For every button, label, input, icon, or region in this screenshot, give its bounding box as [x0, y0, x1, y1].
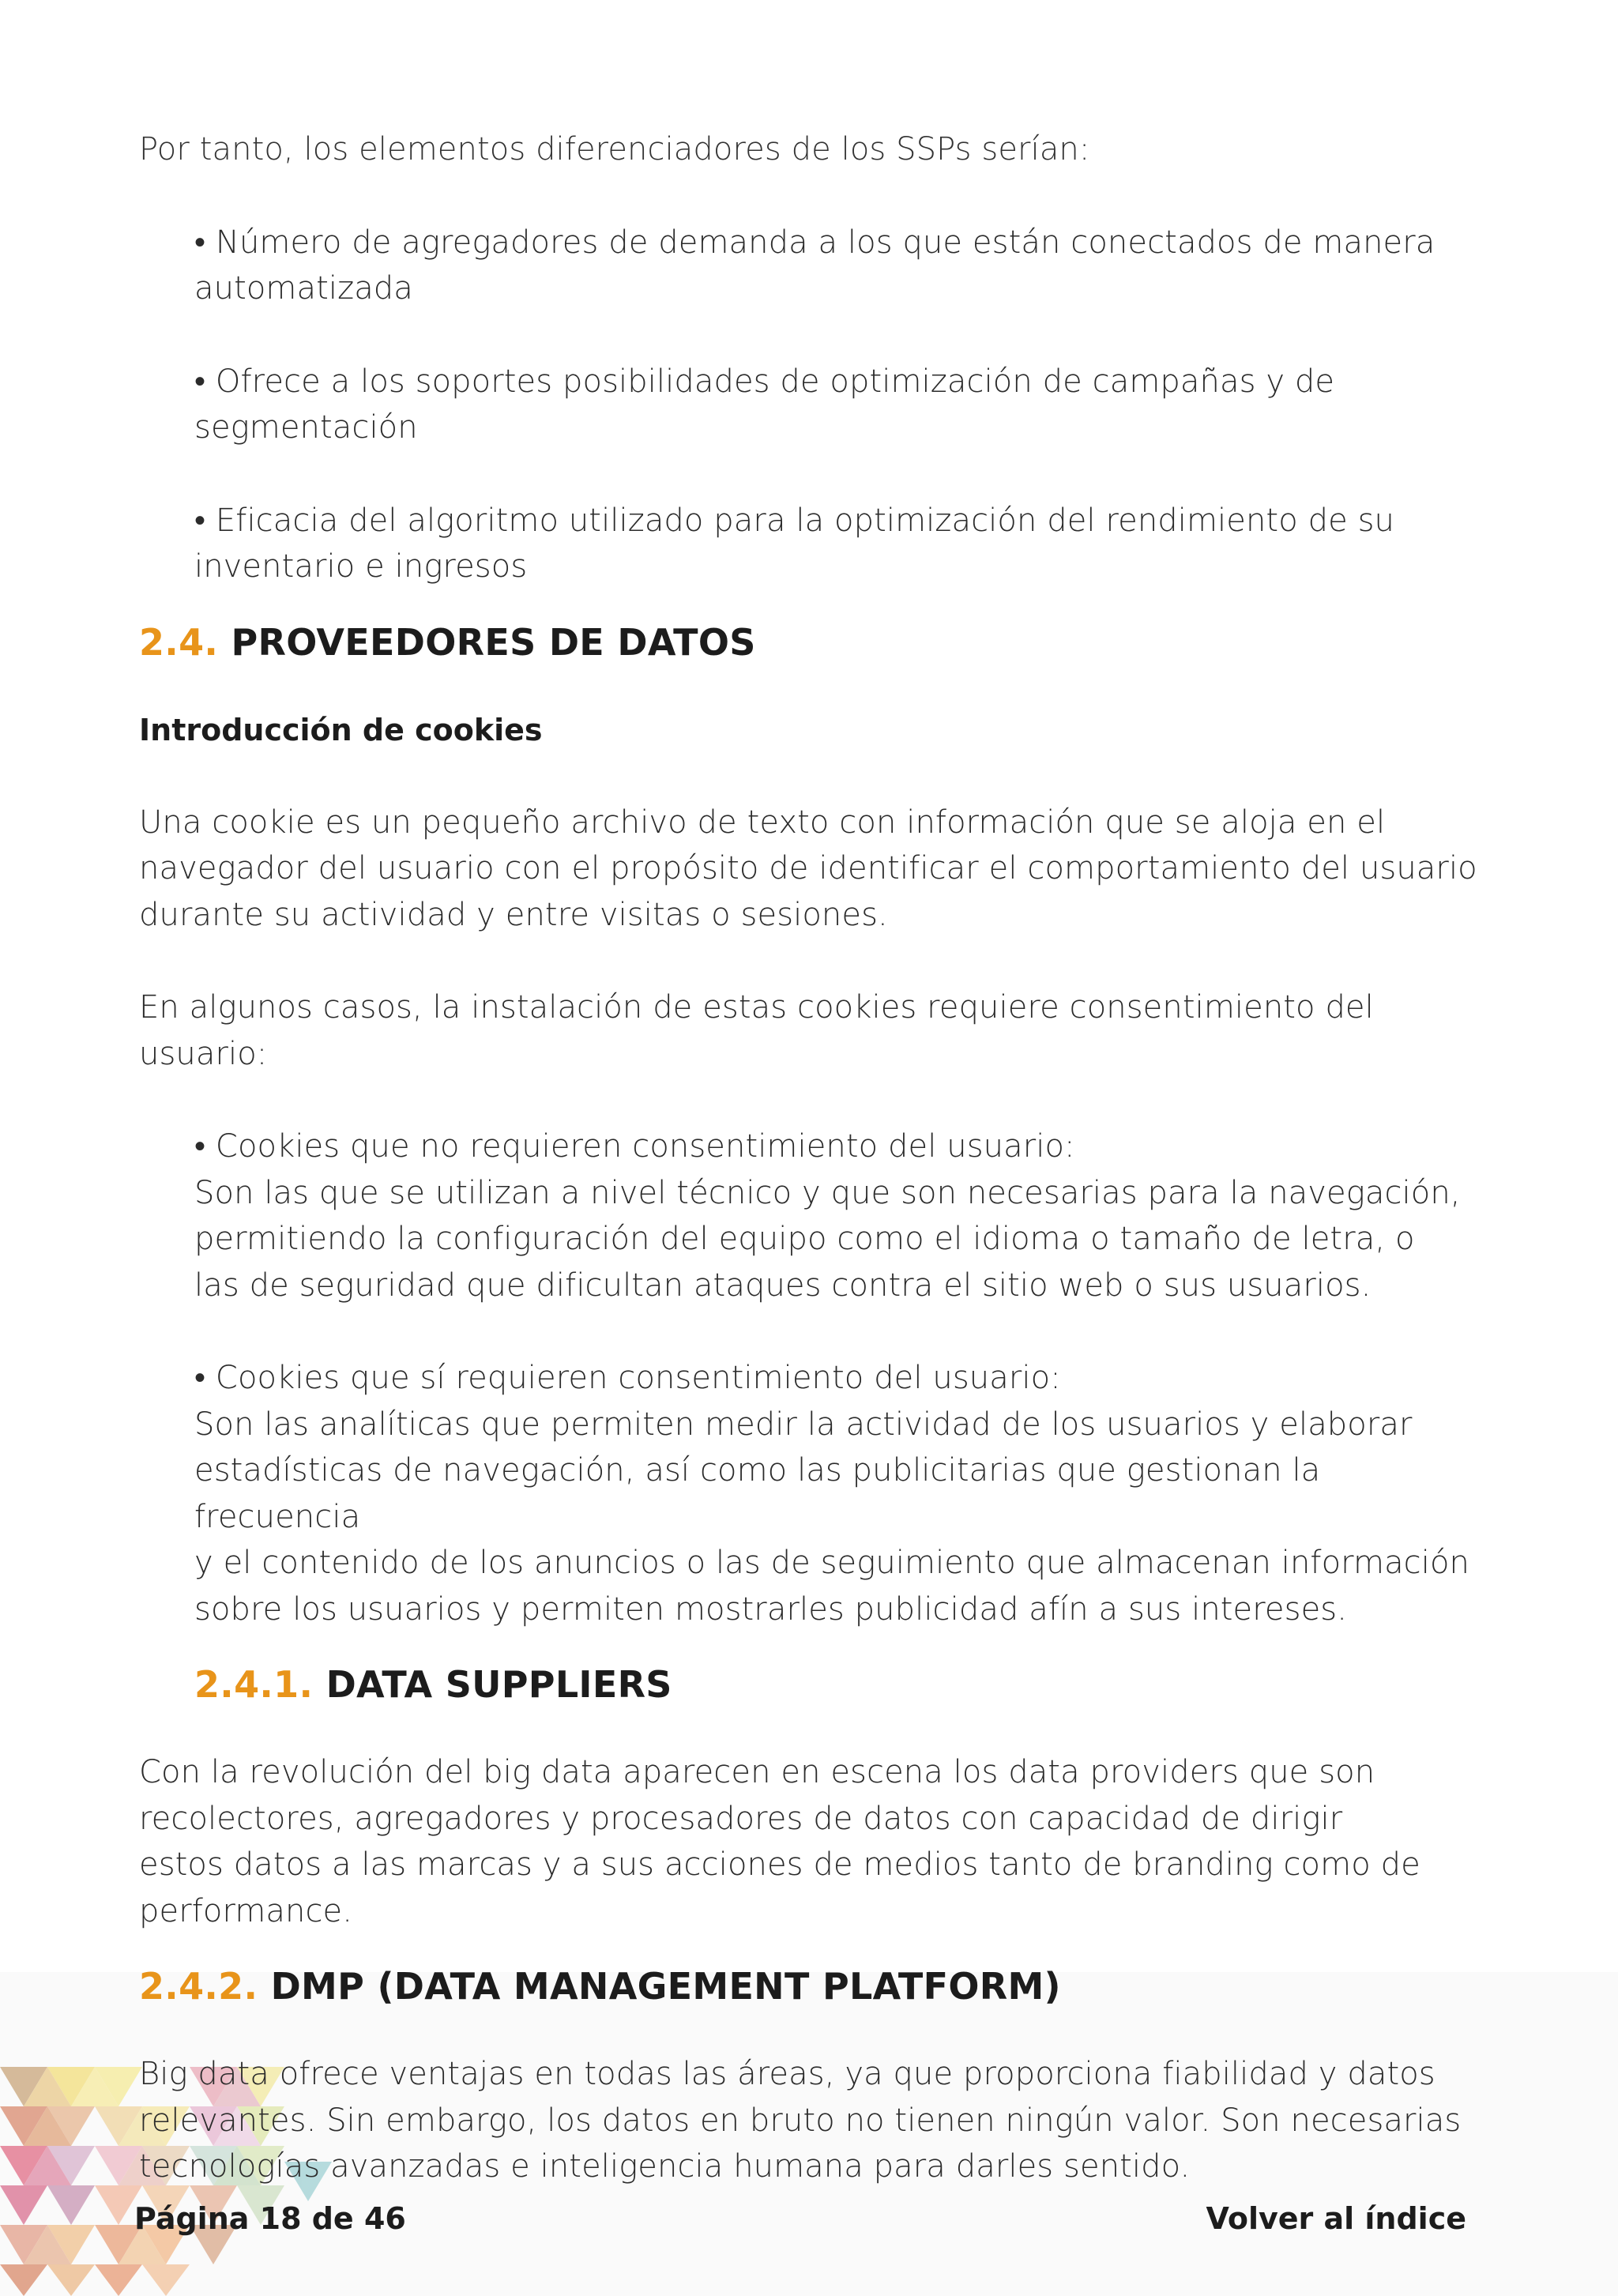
subheading-cookies: Introducción de cookies [139, 712, 543, 747]
text-line: relevantes. Sin embargo, los datos en bruto no tienen ningún valor. Son necesarias [139, 2102, 1462, 2139]
section-title: PROVEEDORES DE DATOS [231, 620, 756, 664]
text-line: Con la revolución del big data aparecen en escena los data providers que son [139, 1754, 1375, 1790]
section-number: 2.4. [139, 620, 219, 664]
section-number: 2.4.2. [139, 1965, 258, 2008]
list-item: • Ofrece a los soportes posibilidades de optimización de campañas y de [194, 363, 1335, 400]
text-line: Son las que se utilizan a nivel técnico y que son necesarias para la navegación, [194, 1174, 1461, 1211]
list-item-continuation: automatizada [194, 270, 413, 307]
cookie-bullet-consent [194, 1355, 1482, 1632]
text-line: durante su actividad y entre visitas o sesiones. [139, 896, 888, 933]
section-heading-2-4-2 [139, 1963, 1482, 2010]
section-heading-2-4-1 [194, 1661, 1482, 1708]
list-item-continuation: segmentación [194, 409, 418, 446]
text-line: Son las analíticas que permiten medir la actividad de los usuarios y elaborar [194, 1406, 1413, 1443]
text-line: sobre los usuarios y permiten mostrarles publicidad afín a sus intereses. [194, 1590, 1348, 1628]
page-number: Página 18 de 46 [134, 2201, 406, 2236]
consent-paragraph: En algunos casos, la instalación de estas cookies requiere consentimiento del usuario: [139, 989, 1374, 1072]
list-item: • Eficacia del algoritmo utilizado para la optimización del rendimiento de su [194, 502, 1394, 539]
list-item: • Número de agregadores de demanda a los que están conectados de manera [194, 224, 1436, 261]
list-item: • Cookies que sí requieren consentimiento del usuario: [194, 1360, 1061, 1396]
text-line: navegador del usuario con el propósito de identificar el comportamiento del usuario [139, 850, 1477, 886]
text-line: tecnologías avanzadas e inteligencia humana para darles sentido. [139, 2148, 1191, 2185]
data-suppliers-paragraph [139, 1749, 1482, 1934]
text-line: performance. [139, 1892, 353, 1929]
dmp-paragraph [139, 2051, 1482, 2190]
list-item-continuation: inventario e ingresos [194, 548, 528, 585]
text-line: Una cookie es un pequeño archivo de texto con información que se aloja en el [139, 804, 1386, 841]
section-title: DMP (DATA MANAGEMENT PLATFORM) [270, 1965, 1061, 2008]
cookie-bullet-no-consent [194, 1124, 1482, 1308]
text-line: las de seguridad que dificultan ataques contra el sitio web o sus usuarios. [194, 1267, 1372, 1304]
text-line: Big data ofrece ventajas en todas las áreas, ya que proporciona fiabilidad y datos [139, 2056, 1436, 2092]
intro-paragraph: Por tanto, los elementos diferenciadores de los SSPs serían: [139, 131, 1090, 167]
back-to-index-link[interactable]: Volver al índice [1206, 2201, 1466, 2236]
section-number: 2.4.1. [194, 1663, 314, 1706]
text-line: permitiendo la configuración del equipo como el idioma o tamaño de letra, o [194, 1221, 1415, 1257]
cookie-definition-paragraph [139, 800, 1482, 939]
main-content [139, 126, 1482, 2190]
section-heading-2-4 [139, 619, 1482, 666]
list-item: • Cookies que no requieren consentimiento del usuario: [194, 1128, 1075, 1165]
text-line: y el contenido de los anuncios o las de seguimiento que almacenan información [194, 1545, 1470, 1581]
section-title: DATA SUPPLIERS [325, 1663, 672, 1706]
ssp-bullet-list [194, 220, 1482, 590]
text-line: recolectores, agregadores y procesadores de datos con capacidad de dirigir [139, 1800, 1343, 1837]
text-line: estos datos a las marcas y a sus acciones de medios tanto de branding como de [139, 1846, 1420, 1883]
text-line: estadísticas de navegación, así como las publicitarias que gestionan la frecuencia [194, 1452, 1321, 1535]
